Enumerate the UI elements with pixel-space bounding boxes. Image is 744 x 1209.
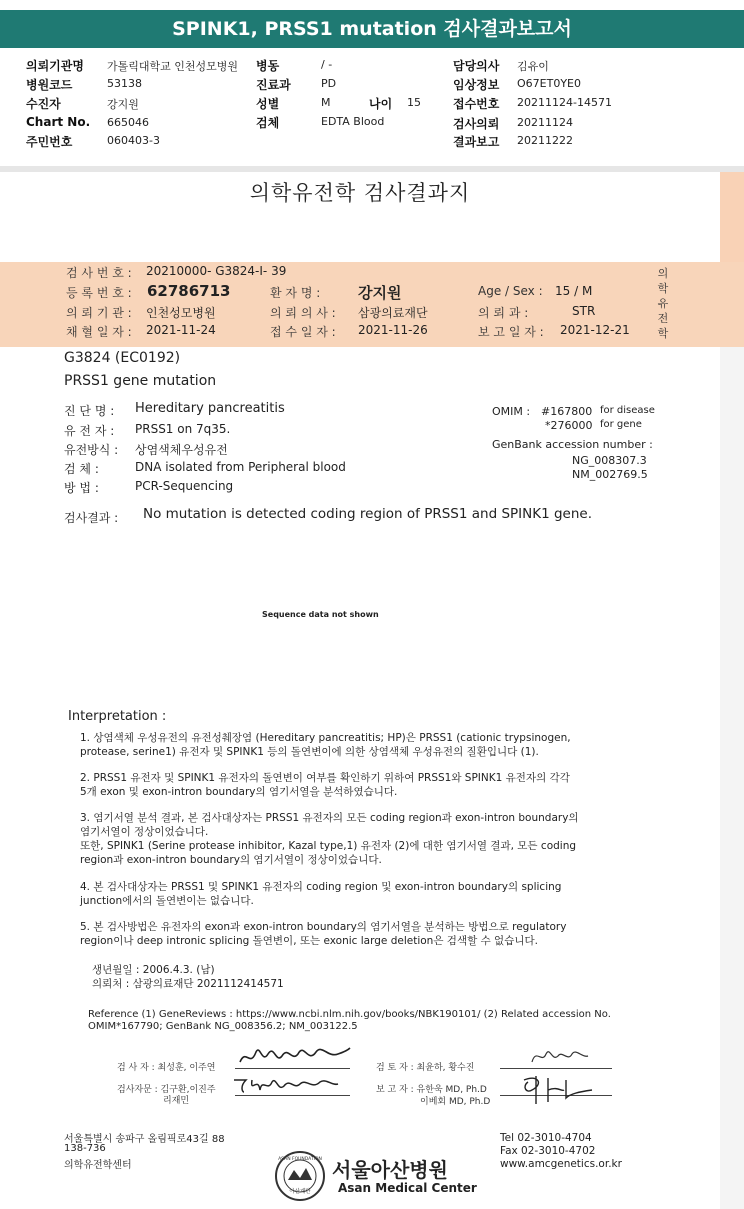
clinical-value: O67ET0YE0 — [517, 77, 581, 90]
chart-label: Chart No. — [26, 115, 91, 129]
patient-label: 수진자 — [26, 97, 61, 111]
test-info-band — [0, 262, 744, 347]
req-doc-label: 의 뢰 의 사 : — [270, 306, 336, 320]
recv-label: 접 수 일 자 : — [270, 325, 336, 339]
pt-value: 강지원 — [358, 284, 402, 302]
dx-value: Hereditary pancreatitis — [135, 401, 285, 416]
reference-line-2: OMIM*167790; GenBank NG_008356.2; NM_003122.5 — [88, 1021, 358, 1032]
interp-line: region과 exon-intron boundary의 염기서열이 정상이었습니다. — [80, 854, 382, 866]
doctor-value: 김유이 — [517, 60, 549, 73]
test-code: G3824 (EC0192) — [64, 350, 181, 366]
clinical-label: 임상정보 — [453, 78, 500, 92]
interp-line: junction에서의 돌연변이는 없습니다. — [80, 895, 254, 907]
interp-line: region이나 deep intronic splicing 돌연변이, 또는 exonic large deletion은 검색할 수 없습니다. — [80, 935, 538, 947]
agesex-value: 15 / M — [555, 284, 593, 298]
interp-line: 염기서열이 정상이었습니다. — [80, 826, 209, 838]
website: www.amcgenetics.or.kr — [500, 1158, 622, 1170]
request-value: 20211124 — [517, 116, 573, 129]
requester: 의뢰처 : 삼광의료재단 2021112414571 — [92, 978, 284, 990]
mode-label: 유전방식 : — [64, 443, 119, 457]
omim-disease-note: for disease — [600, 405, 655, 416]
ward-label: 병동 — [256, 59, 280, 73]
interp-line: 2. PRSS1 유전자 및 SPINK1 유전자의 돌연변이 여부를 확인하기 위하여 PRSS1와 SPINK1 유전자의 각각 — [80, 772, 570, 784]
hospital-code-value: 53138 — [107, 77, 142, 90]
address-line-1: 서울특별시 송파구 올림픽로43길 88 — [64, 1134, 225, 1145]
signature-line — [500, 1068, 612, 1069]
test-name: PRSS1 gene mutation — [64, 373, 217, 389]
vertical-char: 유 — [657, 297, 669, 310]
patient-info-panel — [0, 50, 744, 167]
resident-value: 060403-3 — [107, 134, 160, 147]
method-label: 방 법 : — [64, 481, 99, 495]
test-no-value: 20210000- G3824-I- 39 — [146, 264, 287, 278]
ward-band-value: STR — [572, 304, 596, 318]
agesex-label: Age / Sex : — [478, 284, 543, 298]
hospital-name-kr: 서울아산병원 — [332, 1158, 448, 1182]
reporter-signature-icon — [518, 1072, 598, 1110]
report-header-title: SPINK1, PRSS1 mutation 검사결과보고서 — [0, 10, 744, 48]
tester: 검 사 자 : 최성훈, 이주연 — [117, 1063, 216, 1073]
logo-ring-text: ASAN FOUNDATION — [278, 1157, 322, 1162]
collect-label: 채 혈 일 자 : — [66, 325, 132, 339]
reference-line-1: Reference (1) GeneReviews : https://www.ncbi.nlm.nih.gov/books/NBK190101/ (2) Related accession No. — [88, 1009, 611, 1020]
doctor-label: 담당의사 — [453, 59, 500, 73]
advisor-2: 리재민 — [163, 1096, 190, 1106]
interp-line: 1. 상염색체 우성유전의 유전성췌장염 (Hereditary pancreatitis; HP)은 PRSS1 (cationic trypsinogen, — [80, 732, 571, 744]
reg-no-value: 62786713 — [147, 282, 231, 300]
interp-line: 3. 염기서열 분석 결과, 본 검사대상자는 PRSS1 유전자의 모든 coding region과 exon-intron boundary의 — [80, 812, 579, 824]
rep-label: 보 고 일 자 : — [478, 325, 544, 339]
vertical-char: 학 — [657, 282, 669, 295]
interp-line: 5개 exon 및 exon-intron boundary의 염기서열을 분석하였습니다. — [80, 786, 398, 798]
inst-label: 의 뢰 기 관 : — [66, 306, 132, 320]
patient-value: 강지원 — [107, 98, 139, 111]
age-value: 15 — [407, 96, 421, 109]
reviewer-signature-icon — [528, 1044, 592, 1068]
advisor-signature-icon — [232, 1072, 342, 1096]
genbank-nm: NM_002769.5 — [572, 468, 648, 481]
report-date-value: 20211222 — [517, 134, 573, 147]
omim-disease: #167800 — [541, 405, 593, 418]
request-label: 검사의뢰 — [453, 117, 500, 131]
hospital-name-en: Asan Medical Center — [338, 1181, 477, 1195]
dept-label: 진료과 — [256, 78, 291, 92]
advisor: 검사자문 : 김구환,이진주 — [117, 1085, 216, 1095]
logo-sub-text: 아산재단 — [289, 1189, 311, 1195]
birth-date: 생년월일 : 2006.4.3. (남) — [92, 964, 215, 976]
reg-no-label: 등 록 번 호 : — [66, 286, 132, 300]
address-line-3: 의학유전학센터 — [64, 1160, 132, 1171]
collect-value: 2021-11-24 — [146, 323, 216, 337]
interp-line: 5. 본 검사방법은 유전자의 exon과 exon-intron boundary의 염기서열을 분석하는 방법으로 regulatory — [80, 921, 567, 933]
recv-value: 2021-11-26 — [358, 323, 428, 337]
mode-value: 상염색체우성유전 — [135, 443, 228, 457]
page-edge-accent — [720, 172, 744, 262]
method-value: PCR-Sequencing — [135, 479, 234, 493]
age-label: 나이 — [369, 97, 393, 111]
omim-label: OMIM : — [492, 405, 531, 418]
specimen-value: EDTA Blood — [321, 115, 385, 128]
report-title: 의학유전학 검사결과지 — [249, 181, 471, 205]
reporter: 보 고 자 : 유한욱 MD, Ph.D — [376, 1085, 487, 1095]
omim-gene: *276000 — [545, 419, 593, 432]
interpretation-title: Interpretation : — [68, 709, 167, 724]
tester-signature-icon — [238, 1038, 353, 1070]
spec-label: 검 체 : — [64, 462, 99, 476]
dx-label: 진 단 명 : — [64, 404, 115, 418]
result-text: No mutation is detected coding region of PRSS1 and SPINK1 gene. — [143, 506, 592, 522]
sex-value: M — [321, 96, 331, 109]
genbank-label: GenBank accession number : — [492, 438, 653, 451]
institution-label: 의뢰기관명 — [26, 59, 84, 73]
receipt-value: 20211124-14571 — [517, 96, 612, 109]
sequence-note: Sequence data not shown — [262, 610, 379, 619]
specimen-label: 검체 — [256, 116, 280, 130]
interp-line: 또한, SPINK1 (Serine protease inhibitor, Kazal type,1) 유전자 (2)에 대한 염기서열 결과, 모든 coding — [80, 840, 577, 852]
tel: Tel 02-3010-4704 — [500, 1132, 592, 1144]
report-date-label: 결과보고 — [453, 135, 500, 149]
genbank-ng: NG_008307.3 — [572, 454, 647, 467]
test-no-label: 검 사 번 호 : — [66, 266, 132, 280]
ward-band-label: 의 뢰 과 : — [478, 306, 529, 320]
vertical-char: 의 — [657, 267, 669, 280]
vertical-char: 전 — [657, 312, 669, 325]
institution-value: 가톨릭대학교 인천성모병원 — [107, 60, 239, 73]
reviewer: 검 토 자 : 최윤하, 황수진 — [376, 1063, 475, 1073]
hospital-code-label: 병원코드 — [26, 78, 73, 92]
gene-value: PRSS1 on 7q35. — [135, 422, 231, 436]
chart-value: 665046 — [107, 116, 149, 129]
omim-gene-note: for gene — [600, 419, 642, 430]
inst-value: 인천성모병원 — [146, 306, 216, 320]
reporter-2: 이베회 MD, Ph.D — [420, 1097, 491, 1107]
receipt-label: 접수번호 — [453, 97, 500, 111]
address-line-2: 138-736 — [64, 1143, 106, 1154]
dept-value: PD — [321, 77, 337, 90]
interp-line: 4. 본 검사대상자는 PRSS1 및 SPINK1 유전자의 coding region 및 exon-intron boundary의 splicing — [80, 881, 562, 893]
gene-label: 유 전 자 : — [64, 424, 115, 438]
resident-label: 주민번호 — [26, 135, 73, 149]
fax: Fax 02-3010-4702 — [500, 1145, 596, 1157]
req-doc-value: 삼광의료재단 — [358, 306, 428, 320]
rep-value: 2021-12-21 — [560, 323, 630, 337]
asan-foundation-logo-icon — [274, 1150, 326, 1202]
interp-line: protease, serine1) 유전자 및 SPINK1 등의 돌연변이에 의한 상염색체 우성유전의 질환입니다 (1). — [80, 746, 539, 758]
vertical-char: 학 — [657, 327, 669, 340]
spec-value: DNA isolated from Peripheral blood — [135, 460, 346, 474]
result-label: 검사결과 : — [64, 511, 119, 525]
pt-label: 환 자 명 : — [270, 286, 321, 300]
ward-value: / - — [321, 58, 333, 71]
sex-label: 성별 — [256, 97, 280, 111]
